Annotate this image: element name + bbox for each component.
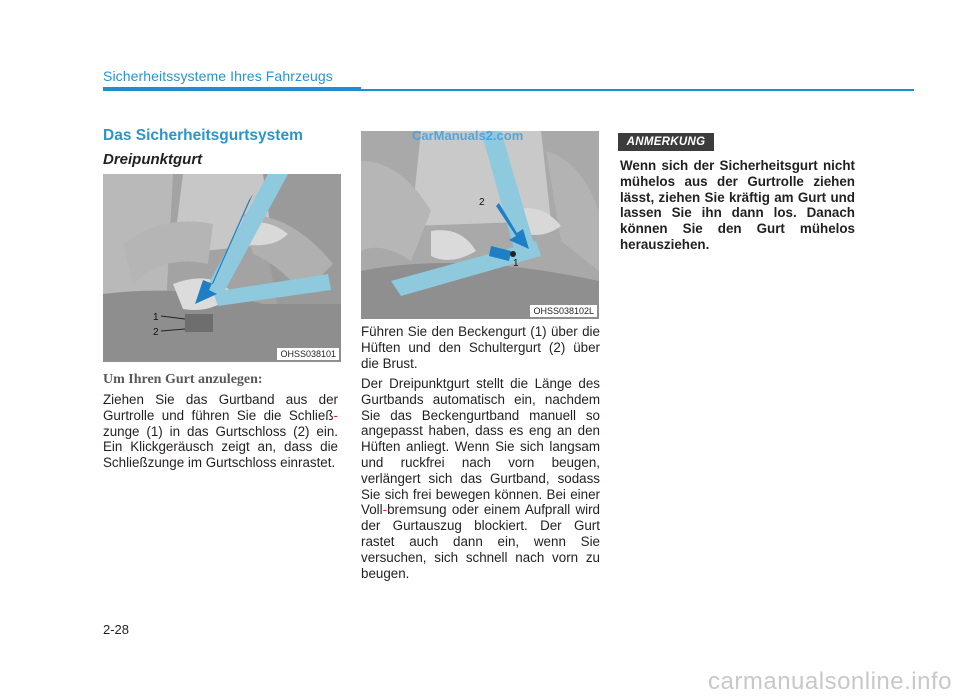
hyphen-mark: - — [333, 407, 338, 423]
belt-adjust-text-a: Der Dreipunktgurt stellt die Länge des Gurtbands automatisch ein, nachdem Sie das Beckengurtband manuell so angepasst haben, dass es eng an den Hüften anliegt. Wenn Sie sich langsam und ruckfrei nach vorn beugen, verlängert sich das Gurtband, sodass Sie sich frei bewegen können. Bei einer Voll — [361, 376, 600, 518]
header-title: Sicherheitssysteme Ihres Fahrzeugs — [103, 68, 333, 84]
instruction-text-b: zunge (1) in das Gurtschloss (2) ein. Ein Klickgeräusch zeigt an, dass die Schließzunge im Gurtschloss einrastet. — [103, 423, 338, 471]
instruction-heading: Um Ihren Gurt anzulegen: — [103, 372, 263, 387]
figure-belt-position-illustration — [361, 131, 599, 319]
instruction-paragraph — [103, 392, 338, 471]
figure2-callout-2: 2 — [479, 197, 485, 208]
page-number: 2-28 — [103, 622, 130, 637]
subsection-title: Dreipunktgurt — [103, 151, 203, 168]
figure-belt-position — [361, 131, 599, 319]
figure-code: OHSS038102L — [530, 305, 597, 317]
header-rule — [361, 89, 914, 91]
belt-adjust-paragraph — [361, 376, 600, 581]
belt-adjust-text-b: bremsung oder einem Aufprall wird der Gurtauszug blockiert. Der Gurt rastet auch dann ein, wenn Sie versuchen, sich schnell nach vorn zu beugen. — [361, 502, 600, 581]
figure1-callout-2: 2 — [153, 327, 159, 338]
instruction-text-a: Ziehen Sie das Gurtband aus der Gurtrolle und führen Sie die Schließ — [103, 392, 338, 423]
figure-fasten-belt — [103, 174, 341, 362]
hyphen-mark: - — [382, 502, 388, 518]
figure-code: OHSS038101 — [277, 348, 339, 360]
figure1-callout-1: 1 — [153, 312, 159, 323]
header-rule-accent — [103, 87, 361, 91]
watermark-bottom: carmanualsonline.info — [708, 668, 952, 695]
watermark-top: CarManuals2.com — [412, 128, 524, 143]
note-badge: ANMERKUNG — [618, 133, 714, 151]
figure-fasten-belt-illustration — [103, 174, 341, 362]
belt-position-paragraph: Führen Sie den Beckengurt (1) über die Hüften und den Schultergurt (2) über die Brust. — [361, 324, 600, 371]
note-text: Wenn sich der Sicherheitsgurt nicht mühelos aus der Gurtrolle ziehen lässt, ziehen Sie kräftig am Gurt und lassen Sie ihn dann los. Danach können Sie den Gurt mühelos herausziehen. — [620, 158, 855, 252]
section-title: Das Sicherheitsgurtsystem — [103, 127, 303, 144]
figure2-callout-1: 1 — [513, 258, 519, 269]
